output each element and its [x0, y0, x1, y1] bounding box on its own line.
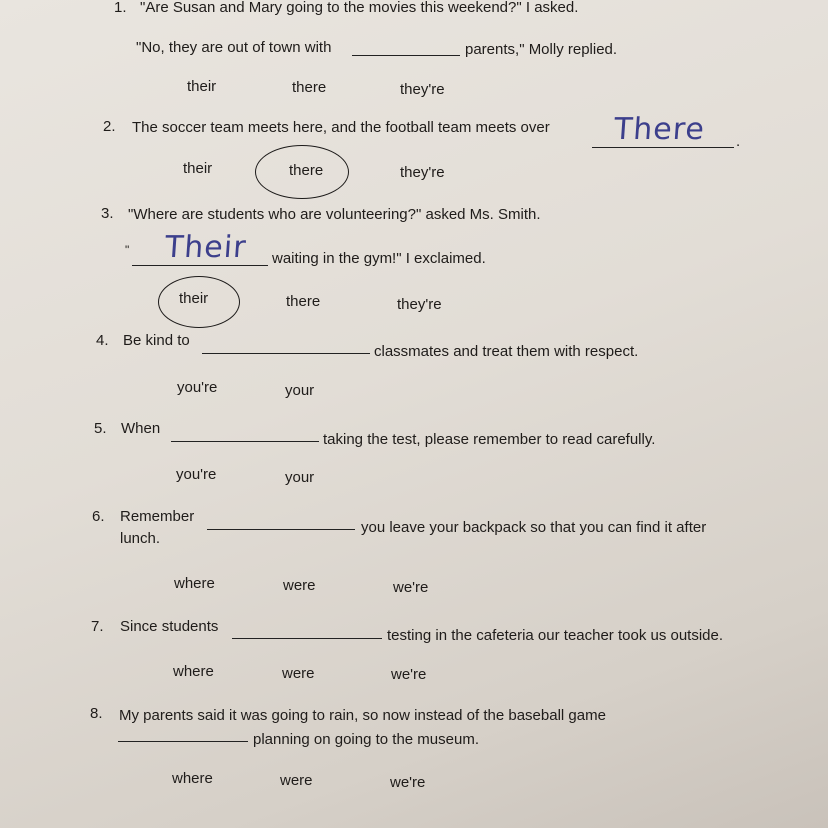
q6-blank[interactable] — [207, 529, 355, 530]
q3-option-their[interactable]: their — [179, 290, 209, 307]
q5-post: taking the test, please remember to read carefully. — [323, 431, 656, 448]
q1-line2-pre: "No, they are out of town with — [136, 39, 332, 56]
q8-option-were[interactable]: were — [280, 772, 313, 789]
q4-blank[interactable] — [202, 353, 370, 354]
q6-post: you leave your backpack so that you can find it after — [361, 519, 707, 536]
q1-text: "Are Susan and Mary going to the movies this weekend?" I asked. — [140, 0, 579, 16]
q6-pre: Remember — [120, 508, 195, 525]
q8-option-were-contraction[interactable]: we're — [390, 774, 426, 791]
q5-number: 5. — [94, 420, 107, 437]
q2-blank[interactable] — [592, 147, 734, 148]
q2-text: The soccer team meets here, and the football team meets over — [132, 119, 550, 136]
q4-option-your[interactable]: your — [285, 382, 315, 399]
q6-option-were-contraction[interactable]: we're — [393, 579, 429, 596]
q1-option-theyre[interactable]: they're — [400, 81, 445, 98]
q4-post: classmates and treat them with respect. — [374, 343, 639, 360]
q5-option-your[interactable]: your — [285, 469, 315, 486]
q6-option-were[interactable]: were — [283, 577, 316, 594]
q2-option-theyre[interactable]: they're — [400, 164, 445, 181]
q7-number: 7. — [91, 618, 104, 635]
q4-number: 4. — [96, 332, 109, 349]
q1-number: 1. — [114, 0, 127, 16]
q2-option-their[interactable]: their — [183, 160, 213, 177]
q3-open-quote: " — [125, 243, 130, 257]
q8-option-where[interactable]: where — [172, 770, 213, 787]
q3-text: "Where are students who are volunteering?" asked Ms. Smith. — [128, 206, 541, 223]
q2-handwritten-answer: There — [612, 112, 707, 147]
q2-period: . — [736, 133, 741, 150]
q6-number: 6. — [92, 508, 105, 525]
q2-option-there[interactable]: there — [289, 162, 324, 179]
q7-pre: Since students — [120, 618, 219, 635]
q8-number: 8. — [90, 705, 103, 722]
q6-continuation: lunch. — [120, 530, 161, 547]
q6-option-where[interactable]: where — [174, 575, 215, 592]
q7-option-where[interactable]: where — [173, 663, 214, 680]
q5-pre: When — [121, 420, 161, 437]
q8-text: My parents said it was going to rain, so now instead of the baseball game — [119, 707, 606, 724]
q3-number: 3. — [101, 205, 114, 222]
q7-option-were-contraction[interactable]: we're — [391, 666, 427, 683]
q4-pre: Be kind to — [123, 332, 190, 349]
q2-number: 2. — [103, 118, 116, 135]
q3-handwritten-answer: Their — [163, 230, 248, 265]
q3-option-theyre[interactable]: they're — [397, 296, 442, 313]
q3-line2-post: waiting in the gym!" I exclaimed. — [272, 250, 486, 267]
q5-option-youre[interactable]: you're — [176, 466, 217, 483]
q8-blank[interactable] — [118, 741, 248, 742]
q7-option-were[interactable]: were — [282, 665, 315, 682]
q5-blank[interactable] — [171, 441, 319, 442]
q4-option-youre[interactable]: you're — [177, 379, 218, 396]
q3-option-there[interactable]: there — [286, 293, 321, 310]
q1-option-their[interactable]: their — [187, 78, 217, 95]
q1-option-there[interactable]: there — [292, 79, 327, 96]
q1-line2-post: parents," Molly replied. — [465, 41, 618, 58]
q7-blank[interactable] — [232, 638, 382, 639]
q8-line2-post: planning on going to the museum. — [253, 731, 479, 748]
q1-blank[interactable] — [352, 55, 460, 56]
q3-blank[interactable] — [132, 265, 268, 266]
q7-post: testing in the cafeteria our teacher took us outside. — [387, 627, 724, 644]
